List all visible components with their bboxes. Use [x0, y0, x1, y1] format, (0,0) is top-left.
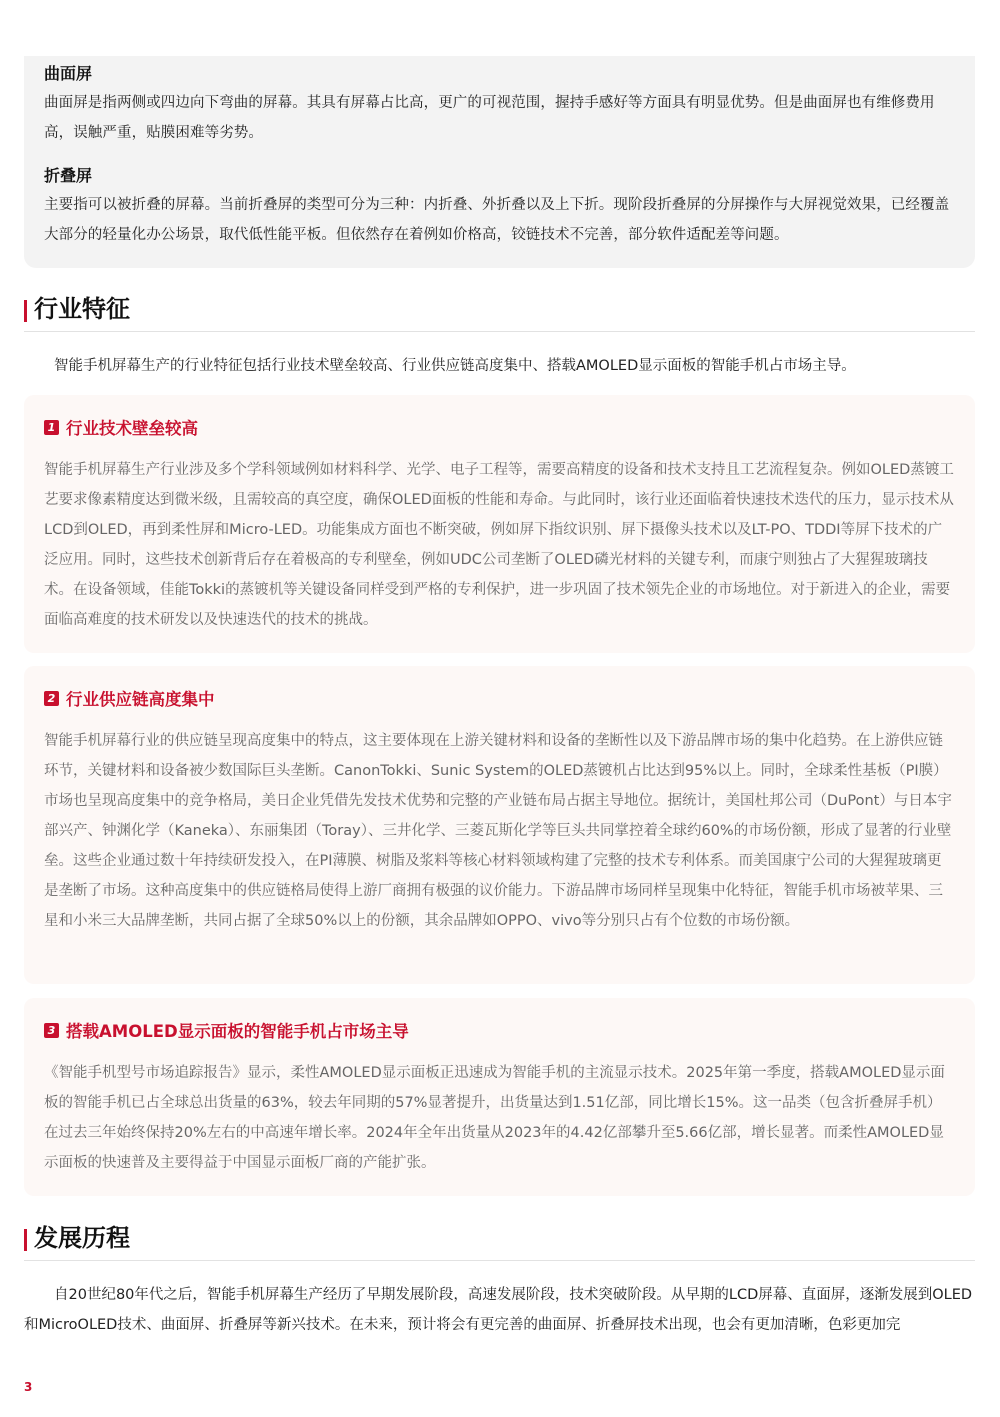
feature-card-title: 行业技术壁垒较高 — [66, 419, 198, 438]
feature-card-header — [44, 415, 955, 439]
feature-card-3 — [24, 998, 975, 1196]
page-number: 3 — [24, 1380, 33, 1394]
folding-screen-title: 折叠屏 — [44, 166, 93, 185]
curved-screen-text: 曲面屏是指两侧或四边向下弯曲的屏幕。其具有屏幕占比高，更广的可视范围，握持手感好等方面具有明显优势。但是曲面屏也有维修费用高，误触严重，贴膜困难等劣势。 — [44, 95, 935, 141]
history-section-header — [24, 1211, 975, 1261]
feature-card-text: 智能手机屏幕生产行业涉及多个学科领域例如材料科学、光学、电子工程等，需要高精度的设备和技术支持且工艺流程复杂。例如OLED蒸镀工艺要求像素精度达到微米级，且需较高的真空度，确保OLED面板的性能和寿命。与此同时，该行业还面临着快速技术迭代的压力，显示技术从LCD到OLED，再到柔性屏和Micro-LED。功能集成方面也不断突破，例如屏下指纹识别、屏下摄像头技术以及LT-PO、TDDI等屏下技术的广泛应用。同时，这些技术创新背后存在着极高的专利壁垒，例如UDC公司垄断了OLED磷光材料的关键专利，而康宁则独占了大猩猩玻璃技术。在设备领域，佳能Tokki的蒸镀机等关键设备同样受到严格的专利保护，进一步巩固了技术领先企业的市场地位。对于新进入的企业，需要面临高难度的技术研发以及快速迭代的技术的挑战。 — [44, 462, 954, 628]
feature-card-2 — [24, 666, 975, 984]
history-section-title: 发展历程 — [34, 1224, 130, 1252]
industry-section-title: 行业特征 — [34, 295, 130, 323]
history-text: 自20世纪80年代之后，智能手机屏幕生产经历了早期发展阶段，高速发展阶段，技术突破阶段。从早期的LCD屏幕、直面屏，逐渐发展到OLED和MicroOLED技术、曲面屏、折叠屏等新兴技术。在未来，预计将会有更完善的曲面屏、折叠屏技术出现，也会有更加清晰，色彩更加完 — [24, 1287, 973, 1333]
feature-card-title: 行业供应链高度集中 — [66, 690, 215, 709]
feature-number-badge: 2 — [44, 691, 59, 706]
feature-card-text: 《智能手机型号市场追踪报告》显示，柔性AMOLED显示面板正迅速成为智能手机的主流显示技术。2025年第一季度，搭载AMOLED显示面板的智能手机已占全球总出货量的63%，较去年同期的57%显著提升，出货量达到1.51亿部，同比增长15%。这一品类（包含折叠屏手机）在过去三年始终保持20%左右的中高速年增长率。2024年全年出货量从2023年的4.42亿部攀升至5.66亿部，增长显著。而柔性AMOLED显示面板的快速普及主要得益于中国显示面板厂商的产能扩张。 — [44, 1065, 945, 1171]
curved-screen-title: 曲面屏 — [44, 64, 93, 83]
industry-intro: 智能手机屏幕生产的行业特征包括行业技术壁垒较高、行业供应链高度集中、搭载AMOLED显示面板的智能手机占市场主导。 — [54, 358, 856, 374]
section-accent-bar — [24, 1229, 27, 1251]
feature-number-badge: 3 — [44, 1023, 59, 1038]
feature-card-title: 搭载AMOLED显示面板的智能手机占市场主导 — [66, 1022, 409, 1041]
section-accent-bar — [24, 300, 27, 322]
industry-section-header — [24, 282, 975, 332]
folding-screen-text: 主要指可以被折叠的屏幕。当前折叠屏的类型可分为三种：内折叠、外折叠以及上下折。现阶段折叠屏的分屏操作与大屏视觉效果，已经覆盖大部分的轻量化办公场景，取代低性能平板。但依然存在着例如价格高，铰链技术不完善，部分软件适配差等问题。 — [44, 197, 950, 243]
feature-card-text: 智能手机屏幕行业的供应链呈现高度集中的特点，这主要体现在上游关键材料和设备的垄断性以及下游品牌市场的集中化趋势。在上游供应链环节，关键材料和设备被少数国际巨头垄断。CanonTokki、Sunic System的OLED蒸镀机占比达到95%以上。同时，全球柔性基板（PI膜）市场也呈现高度集中的竞争格局，美日企业凭借先发技术优势和完整的产业链布局占据主导地位。据统计，美国杜邦公司（DuPont）与日本宇部兴产、钟渊化学（Kaneka）、东丽集团（Toray）、三井化学、三菱瓦斯化学等巨头共同掌控着全球约60%的市场份额，形成了显著的行业壁垒。这些企业通过数十年持续研发投入，在PI薄膜、树脂及浆料等核心材料领域构建了完整的技术专利体系。而美国康宁公司的大猩猩玻璃更是垄断了市场。这种高度集中的供应链格局使得上游厂商拥有极强的议价能力。下游品牌市场同样呈现集中化特征，智能手机市场被苹果、三星和小米三大品牌垄断，共同占据了全球50%以上的份额，其余品牌如OPPO、vivo等分别只占有个位数的市场份额。 — [44, 733, 952, 929]
feature-number-badge: 1 — [44, 420, 59, 435]
feature-card-header — [44, 686, 955, 710]
feature-card-header — [44, 1018, 955, 1042]
feature-card-1 — [24, 395, 975, 653]
screen-types-box — [24, 56, 975, 268]
